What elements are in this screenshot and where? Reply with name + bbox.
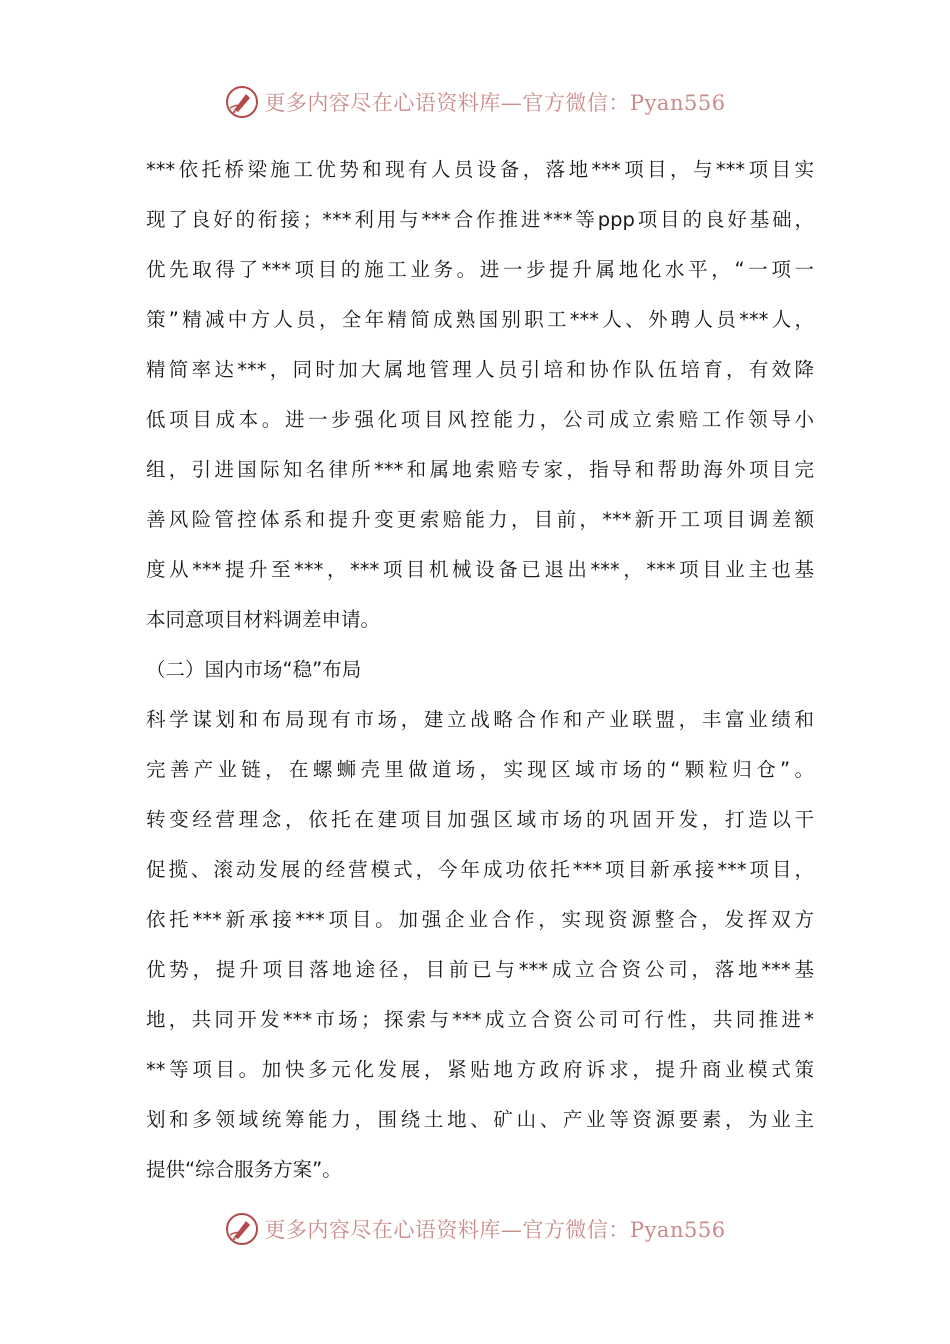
text-line: ***依托桥梁施工优势和现有人员设备，落地***项目，与***项目实 (146, 158, 814, 181)
text-line: 策”精减中方人员，全年精简成熟国别职工***人、外聘人员***人， (146, 308, 814, 331)
text-line: 促揽、滚动发展的经营模式，今年成功依托***项目新承接***项目， (146, 858, 814, 881)
text-line: 地，共同开发***市场；探索与***成立合资公司可行性，共同推进* (146, 1008, 814, 1031)
banner-text: 更多内容尽在心语资料库—官方微信：Pyan556 (264, 1218, 726, 1242)
text-line: 度从***提升至***，***项目机械设备已退出***，***项目业主也基 (146, 558, 814, 581)
text-line: 组，引进国际知名律所***和属地索赔专家，指导和帮助海外项目完 (146, 458, 814, 481)
pen-nib-logo-icon (224, 1211, 260, 1247)
text-line: 完善产业链，在螺蛳壳里做道场，实现区域市场的“颗粒归仓”。 (146, 758, 814, 781)
text-line: 精简率达***，同时加大属地管理人员引培和协作队伍培育，有效降 (146, 358, 814, 381)
text-line: 现了良好的衔接；***利用与***合作推进***等ppp项目的良好基础， (146, 208, 814, 231)
text-line: **等项目。加快多元化发展，紧贴地方政府诉求，提升商业模式策 (146, 1058, 814, 1081)
text-line: 本同意项目材料调差申请。 (146, 608, 381, 631)
header-banner (0, 80, 950, 124)
footer-banner (0, 1207, 950, 1251)
document-body (146, 145, 814, 1195)
banner-text: 更多内容尽在心语资料库—官方微信：Pyan556 (264, 91, 726, 115)
text-line: 依托***新承接***项目。加强企业合作，实现资源整合，发挥双方 (146, 908, 814, 931)
text-line: 低项目成本。进一步强化项目风控能力，公司成立索赔工作领导小 (146, 408, 814, 431)
text-line: 优势，提升项目落地途径，目前已与***成立合资公司，落地***基 (146, 958, 814, 981)
text-line: 优先取得了***项目的施工业务。进一步提升属地化水平，“一项一 (146, 258, 814, 281)
text-line: 划和多领域统筹能力，围绕土地、矿山、产业等资源要素，为业主 (146, 1108, 814, 1131)
pen-nib-logo-icon (224, 84, 260, 120)
text-line: 善风险管控体系和提升变更索赔能力，目前，***新开工项目调差额 (146, 508, 814, 531)
text-line: 转变经营理念，依托在建项目加强区域市场的巩固开发，打造以干 (146, 808, 814, 831)
text-line: 科学谋划和布局现有市场，建立战略合作和产业联盟，丰富业绩和 (146, 708, 814, 731)
text-line: 提供“综合服务方案”。 (146, 1158, 342, 1181)
section-heading: （二）国内市场“稳”布局 (146, 658, 362, 681)
